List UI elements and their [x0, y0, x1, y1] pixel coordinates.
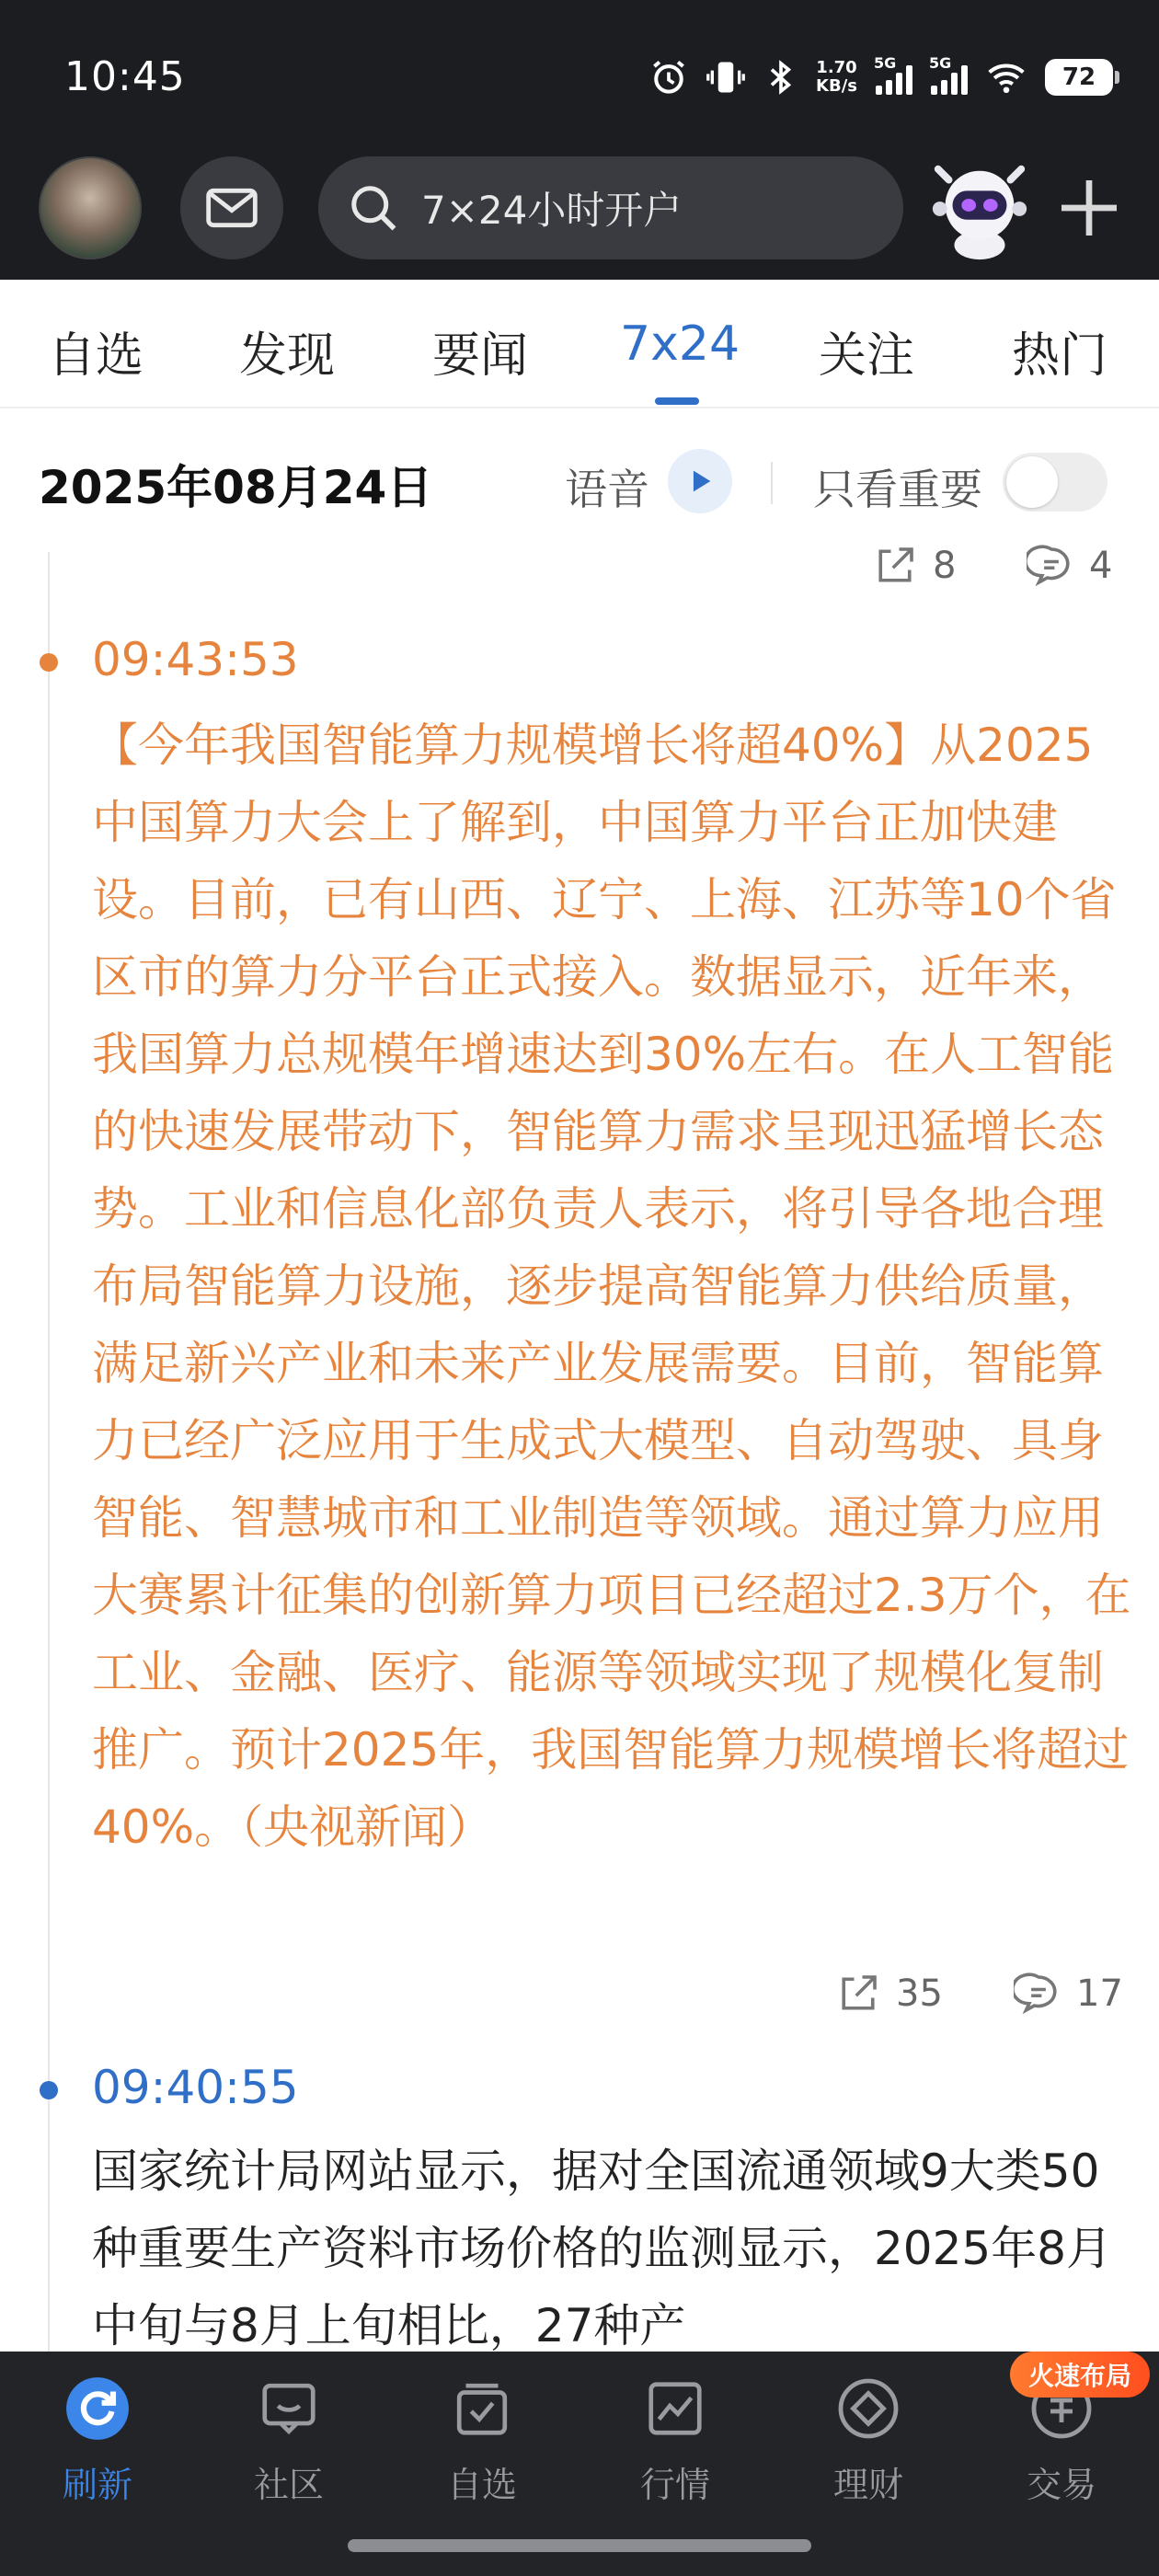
robot-mascot-icon[interactable] [925, 155, 1034, 263]
active-tab-indicator [655, 397, 699, 405]
timeline-dot [40, 2081, 58, 2099]
news-text[interactable]: 国家统计局网站显示，据对全国流通领域9大类50种重要生产资料市场价格的监测显示，2025年8月中旬与8月上旬相比，27种产 [92, 2145, 1113, 2352]
bluetooth-icon [763, 57, 799, 98]
status-time: 10:45 [64, 53, 186, 100]
signal-label-1: 5G [874, 54, 897, 72]
tab-7x24[interactable]: 7x24 [620, 316, 740, 372]
date-label: 2025年08月24日 [39, 461, 433, 514]
vibrate-icon [706, 57, 746, 98]
wealth-icon [833, 2374, 903, 2444]
mail-icon [202, 178, 261, 237]
battery-icon: 72 [1045, 59, 1113, 96]
network-speed [816, 59, 857, 96]
community-icon [254, 2374, 324, 2444]
tab-headlines[interactable]: 要闻 [432, 328, 529, 384]
nav-label: 刷新 [62, 2465, 132, 2505]
nav-watchlist[interactable] [408, 2374, 556, 2507]
nav-label: 理财 [832, 2465, 903, 2505]
tab-hot[interactable]: 热门 [1012, 328, 1108, 384]
top-bar [0, 0, 1159, 280]
watchlist-icon [447, 2374, 517, 2444]
wifi-icon [984, 57, 1028, 98]
status-icons [648, 52, 1113, 103]
search-icon [344, 178, 403, 237]
news-time: 09:43:53 [92, 633, 299, 686]
tab-bar [0, 280, 1159, 408]
signal-icon-2 [929, 54, 968, 95]
nav-community[interactable] [215, 2374, 362, 2507]
market-chart-icon [640, 2374, 710, 2444]
comment-icon [1027, 541, 1076, 591]
toggle-knob [1006, 456, 1058, 508]
share-count: 35 [896, 1972, 943, 2015]
signal-icon [874, 54, 912, 95]
news-text[interactable]: 【今年我国智能算力规模增长将超40%】从2025中国算力大会上了解到，中国算力平台正加快建设。目前，已有山西、辽宁、上海、江苏等10个省区市的算力分平台正式接入。数据显示，近年来，我国算力总规模年增速达到30%左右。在人工智能的快速发展带动下，智能算力需求呈现迅猛增长态势。工业和信息化部负责人表示，将引导各地合理布局智能算力设施，逐步提高智能算力供给质量，满足新兴产业和未来产业发展需要。目前，智能算力已经广泛应用于生成式大模型、自动驾驶、具身智能、智慧城市和工业制造等领域。通过算力应用大赛累计征集的创新算力项目已经超过2.3万个，在工业、金融、医疗、能源等领域实现了规模化复制推广。预计2025年，我国智能算力规模增长将超过40%。（央视新闻） [92, 719, 1131, 1854]
comment-button[interactable] [1014, 1969, 1123, 2018]
nav-label: 社区 [253, 2465, 324, 2505]
nav-wealth[interactable] [795, 2374, 942, 2507]
news-time: 09:40:55 [92, 2061, 299, 2114]
comment-count: 17 [1076, 1972, 1123, 2015]
refresh-icon [63, 2374, 132, 2444]
plus-icon[interactable] [1052, 171, 1126, 245]
prev-share-button[interactable] [870, 541, 956, 591]
share-button[interactable] [833, 1969, 943, 2018]
date-bar [0, 410, 1159, 548]
nav-refresh[interactable] [24, 2374, 171, 2507]
prev-comment-button[interactable] [1027, 541, 1112, 591]
divider [771, 462, 773, 504]
search-placeholder: 7×24小时开户 [421, 188, 683, 233]
prev-share-count: 8 [933, 545, 957, 587]
network-speed-unit: KB/s [816, 76, 857, 96]
nav-label: 自选 [446, 2465, 517, 2505]
tab-watchlist[interactable]: 自选 [48, 328, 144, 384]
play-icon [684, 466, 716, 497]
avatar[interactable] [39, 156, 142, 259]
important-only-toggle[interactable] [1003, 453, 1107, 512]
voice-play-button[interactable] [668, 449, 732, 513]
nav-market[interactable] [602, 2374, 749, 2507]
network-speed-value: 1.70 [816, 58, 857, 77]
mail-button[interactable] [180, 156, 283, 259]
signal-label-2: 5G [929, 54, 952, 72]
share-icon [870, 541, 920, 591]
promo-badge[interactable]: 火速布局 [1010, 2352, 1150, 2398]
nav-label: 交易 [1026, 2465, 1096, 2505]
alarm-icon [648, 57, 689, 98]
important-only-label: 只看重要 [813, 465, 982, 514]
voice-label[interactable]: 语音 [565, 465, 649, 514]
comment-icon [1014, 1969, 1063, 2018]
search-input[interactable] [318, 156, 903, 259]
nav-label: 行情 [639, 2465, 710, 2505]
share-icon [833, 1969, 883, 2018]
prev-comment-count: 4 [1089, 545, 1113, 587]
tab-following[interactable]: 关注 [819, 328, 915, 384]
home-indicator[interactable] [348, 2539, 811, 2552]
timeline-dot-important [40, 653, 58, 672]
tab-discover[interactable]: 发现 [239, 328, 336, 384]
